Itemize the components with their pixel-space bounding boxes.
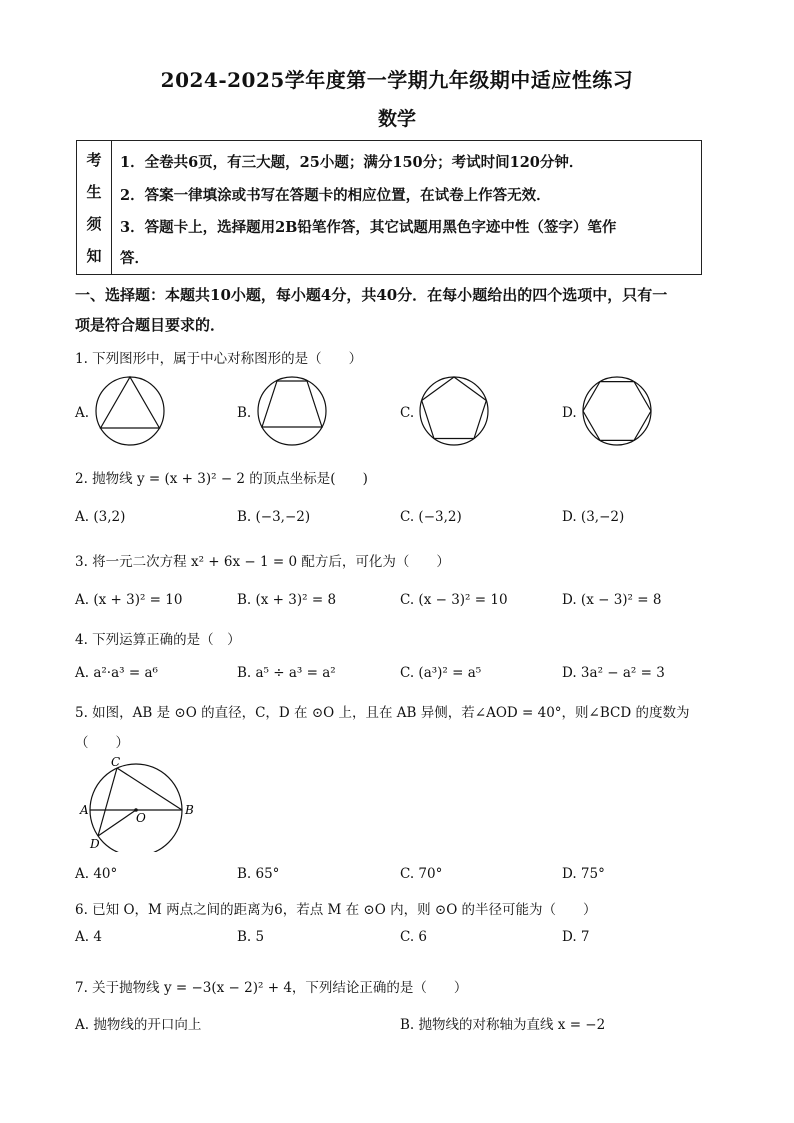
q2-option-c: C. (−3,2) bbox=[400, 509, 462, 525]
notice-side-char: 生 bbox=[86, 183, 102, 201]
section-heading-cont: 项是符合题目要求的． bbox=[75, 316, 226, 334]
q6-option-a: A. 4 bbox=[75, 929, 102, 945]
q7-option-b: B. 抛物线的对称轴为直线 x = −2 bbox=[400, 1017, 606, 1033]
q4-option-d: D. 3a² − a² = 3 bbox=[562, 665, 665, 681]
q2-option-b: B. (−3,−2) bbox=[237, 509, 311, 525]
q4-option-a: A. a²·a³ = a⁶ bbox=[75, 665, 158, 681]
question-2-stem: 2. 抛物线 y = (x + 3)² − 2 的顶点坐标是( ) bbox=[75, 471, 368, 487]
notice-line: 2．答案一律填涂或书写在答题卡的相应位置，在试卷上作答无效． bbox=[120, 187, 551, 204]
q3-option-c: C. (x − 3)² = 10 bbox=[400, 592, 508, 608]
q1-figure-trapezoid bbox=[256, 375, 328, 447]
question-4-stem: 4. 下列运算正确的是（ ） bbox=[75, 632, 241, 648]
question-7-stem: 7. 关于抛物线 y = −3(x − 2)² + 4，下列结论正确的是（ ） bbox=[75, 980, 468, 996]
notice-line: 3．答题卡上，选择题用2B铅笔作答，其它试题用黑色字迹中性（签字）笔作 bbox=[120, 219, 617, 236]
page-title: 2024-2025学年度第一学期九年级期中适应性练习 bbox=[160, 68, 634, 92]
question-3-stem: 3. 将一元二次方程 x² + 6x − 1 = 0 配方后，可化为（ ） bbox=[75, 554, 450, 570]
q6-option-b: B. 5 bbox=[237, 929, 265, 945]
q5-option-a: A. 40° bbox=[75, 866, 118, 882]
q3-option-d: D. (x − 3)² = 8 bbox=[562, 592, 662, 608]
q1-option-label: A. bbox=[75, 405, 90, 421]
q4-option-b: B. a⁵ ÷ a³ = a² bbox=[237, 665, 336, 681]
notice-line: 1．全卷共6页，有三大题，25小题；满分150分；考试时间120分钟． bbox=[120, 154, 584, 171]
notice-side-char: 考 bbox=[86, 151, 102, 169]
q5-circle-figure bbox=[76, 752, 200, 852]
question-1-stem: 1. 下列图形中，属于中心对称图形的是（ ） bbox=[75, 351, 363, 367]
question-5-stem: 5. 如图，AB 是 ⊙O 的直径，C，D 在 ⊙O 上，且在 AB 异侧，若∠AOD = 40°，则∠BCD 的度数为 bbox=[75, 705, 690, 721]
notice-side-char: 须 bbox=[86, 215, 102, 233]
subject-title: 数学 bbox=[377, 108, 416, 130]
notice-side-label bbox=[77, 141, 112, 274]
q4-option-c: C. (a³)² = a⁵ bbox=[400, 665, 482, 681]
q1-option-label: C. bbox=[400, 405, 415, 421]
q2-option-d: D. (3,−2) bbox=[562, 509, 625, 525]
q3-option-a: A. (x + 3)² = 10 bbox=[75, 592, 183, 608]
q5-option-d: D. 75° bbox=[562, 866, 605, 882]
q1-figure-triangle bbox=[94, 375, 166, 447]
notice-side-char: 知 bbox=[86, 247, 102, 265]
q5-label-d: D bbox=[90, 837, 100, 851]
q6-option-c: C. 6 bbox=[400, 929, 428, 945]
q1-figure-hexagon bbox=[581, 375, 653, 447]
q5-option-b: B. 65° bbox=[237, 866, 280, 882]
q1-option-label: D. bbox=[562, 405, 577, 421]
q5-label-c: C bbox=[111, 755, 121, 769]
q2-option-a: A. (3,2) bbox=[75, 509, 126, 525]
q3-option-b: B. (x + 3)² = 8 bbox=[237, 592, 337, 608]
q5-label-b: B bbox=[185, 803, 194, 817]
q5-label-o: O bbox=[136, 811, 146, 825]
section-heading: 一、选择题：本题共10小题，每小题4分，共40分．在每小题给出的四个选项中，只有一 bbox=[75, 286, 668, 304]
notice-line: 答． bbox=[120, 250, 149, 267]
q7-option-a: A. 抛物线的开口向上 bbox=[75, 1017, 202, 1033]
q1-figure-pentagon bbox=[418, 375, 490, 447]
question-5-stem-cont: （ ） bbox=[75, 735, 129, 751]
question-6-stem: 6. 已知 O，M 两点之间的距离为6，若点 M 在 ⊙O 内，则 ⊙O 的半径可能为（ ） bbox=[75, 902, 597, 918]
q1-option-label: B. bbox=[237, 405, 252, 421]
q5-label-a: A bbox=[80, 803, 89, 817]
q6-option-d: D. 7 bbox=[562, 929, 590, 945]
q5-option-c: C. 70° bbox=[400, 866, 443, 882]
notice-box bbox=[76, 140, 702, 275]
